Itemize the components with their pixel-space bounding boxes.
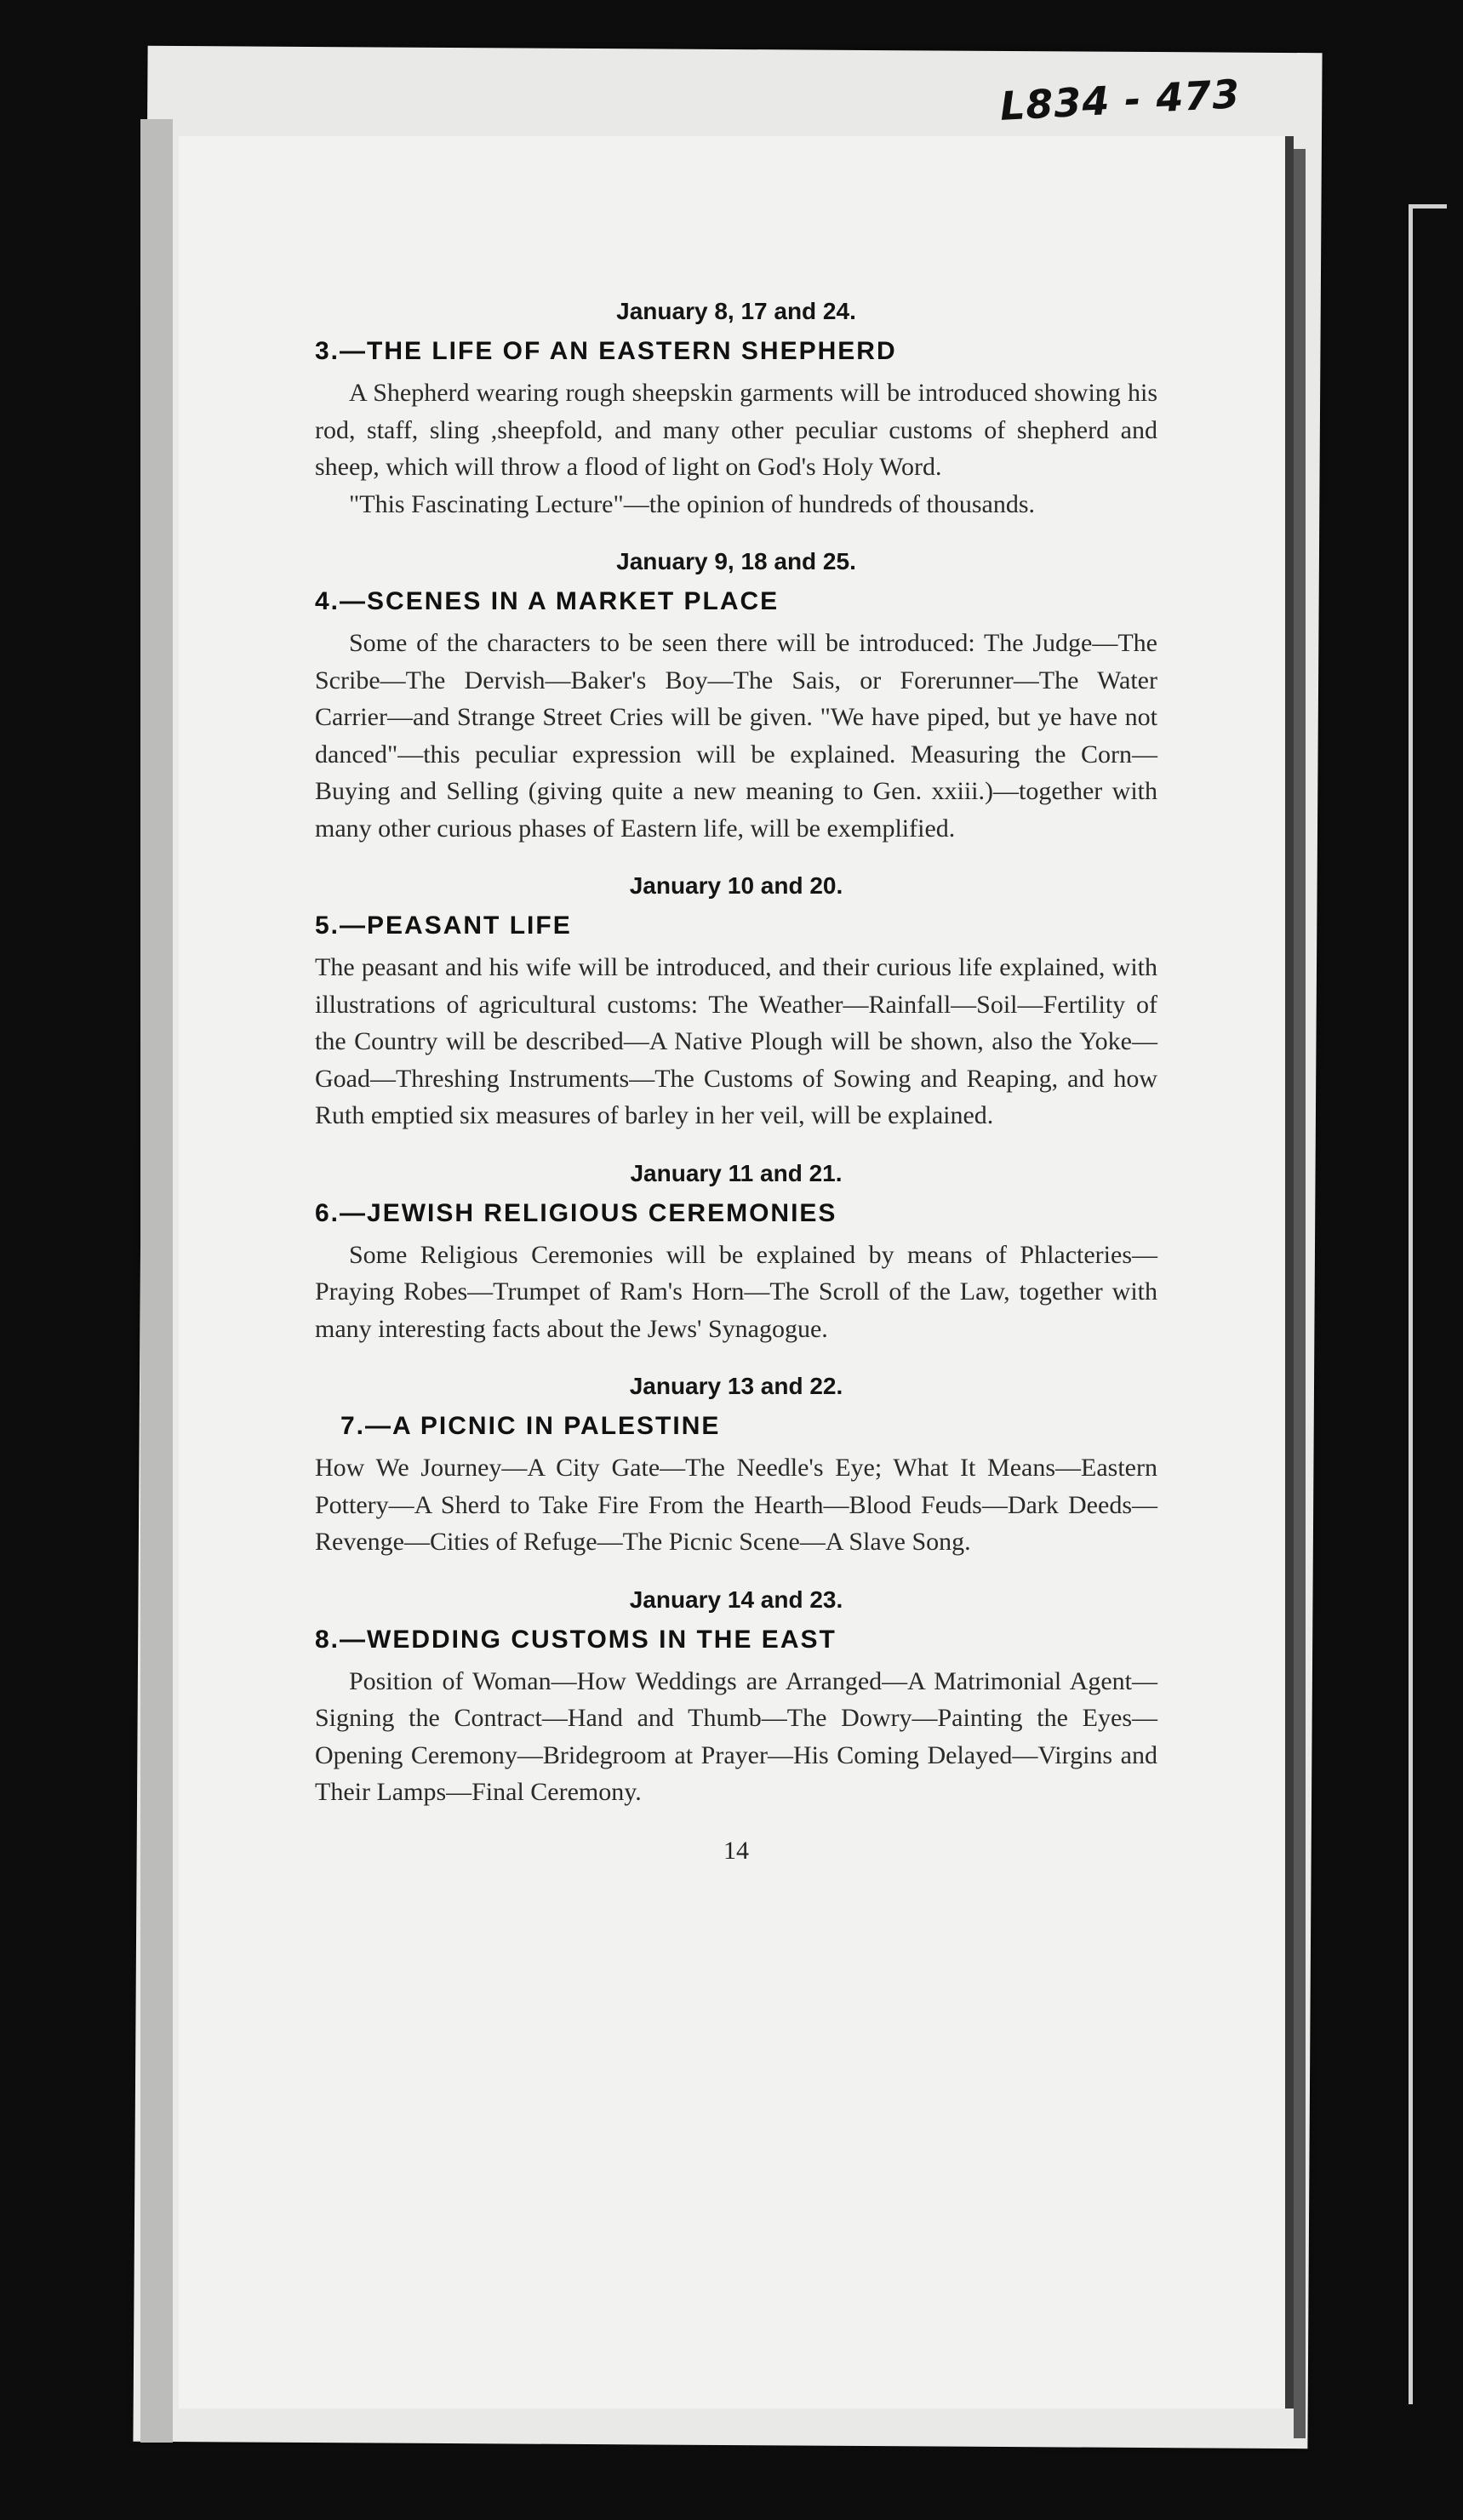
section-heading: 4.—SCENES IN A MARKET PLACE xyxy=(315,587,780,615)
section-heading: 8.—WEDDING CUSTOMS IN THE EAST xyxy=(315,1625,837,1654)
section-heading: 7.—A PICNIC IN PALESTINE xyxy=(340,1412,721,1440)
section-date: January 8, 17 and 24. xyxy=(616,298,856,324)
section-paragraph: "This Fascinating Lecture"—the opinion of hundreds of thousands. xyxy=(349,489,1036,518)
handwritten-reference-number: L834 - 473 xyxy=(998,71,1242,129)
section-paragraph: Some Religious Ceremonies will be explained by means of Phlacteries—Praying Robes—Trumpet of Ram's Horn—The Scroll of the Law, together with many interesting facts about the Jews' Synagogue. xyxy=(315,1240,1157,1343)
section-date: January 11 and 21. xyxy=(630,1159,843,1186)
section-5 xyxy=(315,872,1157,1134)
section-heading: 3.—THE LIFE OF AN EASTERN SHEPHERD xyxy=(315,337,897,365)
section-heading: 5.—PEASANT LIFE xyxy=(315,911,572,940)
section-date: January 10 and 20. xyxy=(629,872,843,899)
section-paragraph: A Shepherd wearing rough sheepskin garments will be introduced showing his rod, staff, sling ,sheepfold, and many other peculiar customs of shepherd and sheep, which will throw a flood of light on God's Holy Word. xyxy=(315,379,1157,481)
section-7 xyxy=(315,1373,1157,1561)
section-date: January 14 and 23. xyxy=(629,1586,843,1613)
left-paper-strip xyxy=(140,119,173,2443)
section-3 xyxy=(315,298,1157,523)
page-number: 14 xyxy=(723,1836,749,1865)
section-4 xyxy=(315,548,1157,847)
section-6 xyxy=(315,1160,1157,1348)
section-paragraph: The peasant and his wife will be introduced, and their curious life explained, with illustrations of agricultural customs: The Weather—Rainfall—Soil—Fertility of the Country will be described—A Native Plough will be shown, also the Yoke—Goad—Threshing Instruments—The Customs of Sowing and Reaping, and how Ruth emptied six measures of barley in her veil, will be explained. xyxy=(315,953,1157,1129)
section-date: January 9, 18 and 25. xyxy=(616,548,856,574)
section-paragraph: How We Journey—A City Gate—The Needle's Eye; What It Means—Eastern Pottery—A Sherd to Take Fire From the Hearth—Blood Feuds—Dark Deeds—Revenge—Cities of Refuge—The Picnic Scene—A Slave Song. xyxy=(315,1454,1157,1556)
document-page xyxy=(179,136,1294,2409)
section-heading: 6.—JEWISH RELIGIOUS CEREMONIES xyxy=(315,1198,837,1227)
section-date: January 13 and 22. xyxy=(629,1373,843,1399)
section-paragraph: Position of Woman—How Weddings are Arranged—A Matrimonial Agent—Signing the Contract—Hand and Thumb—The Dowry—Painting the Eyes—Opening Ceremony—Bridegroom at Prayer—His Coming Delayed—Virgins and Their Lamps—Final Ceremony. xyxy=(315,1666,1157,1806)
right-binding-edge xyxy=(1294,149,1306,2438)
page-content xyxy=(315,298,1157,1891)
section-paragraph: Some of the characters to be seen there will be introduced: The Judge—The Scribe—The Dervish—Baker's Boy—The Sais, or Forerunner—The Water Carrier—and Strange Street Cries will be given. "We have piped, but ye have not danced"—this peculiar expression will be explained. Measuring the Corn—Buying and Selling (giving quite a new meaning to Gen. xxiii.)—together with many other curious phases of Eastern life, will be exemplified. xyxy=(315,629,1157,843)
outer-frame-edge xyxy=(1409,204,1447,2404)
section-8 xyxy=(315,1586,1157,1811)
